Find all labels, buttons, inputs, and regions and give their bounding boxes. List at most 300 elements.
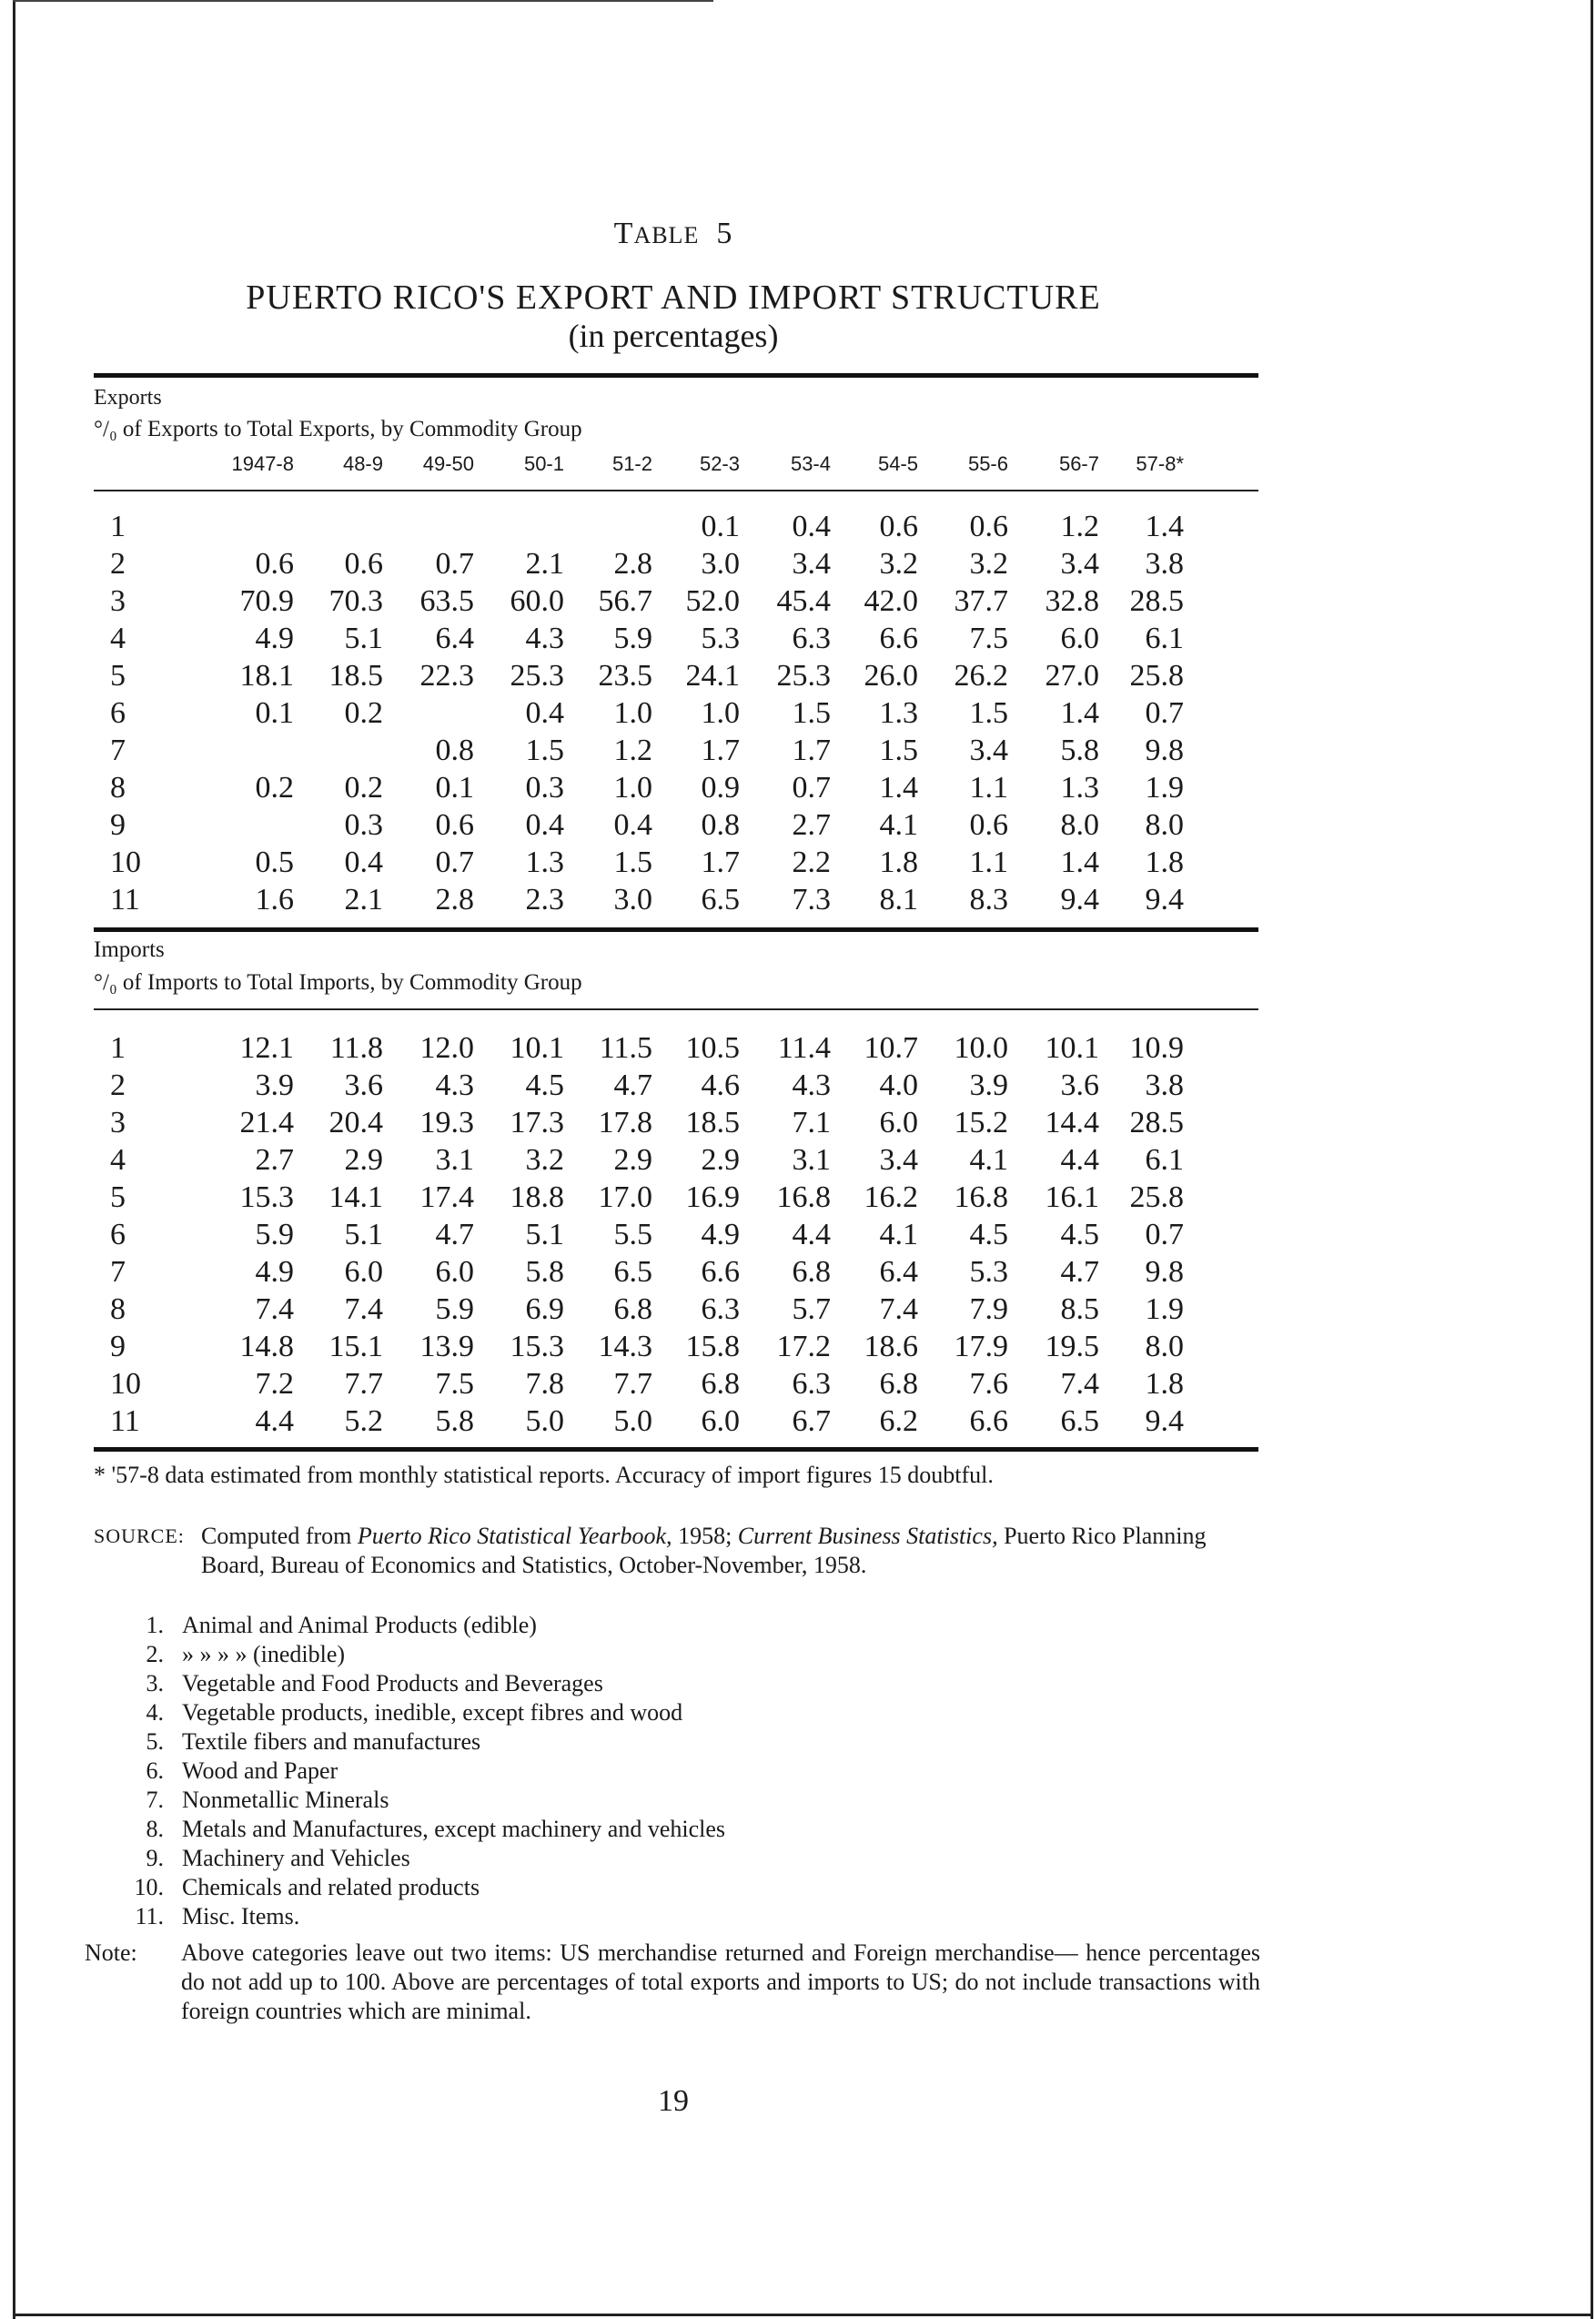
table-cell: 1.9 [1145,771,1184,805]
table-cell: 0.9 [701,771,740,805]
table-cell: 5.0 [525,1404,564,1438]
table-cell: 1.4 [1060,696,1099,730]
table-cell: 7.3 [792,883,831,916]
table-cell: 0.8 [701,808,740,842]
commodity-legend [118,1611,1256,1931]
source-label: SOURCE: [94,1524,185,1547]
legend-label: Metals and Manufactures, except machinery and vehicles [182,1816,726,1842]
table-cell: 6.0 [879,1106,918,1139]
table-cell: 25.3 [510,659,564,693]
legend-item [118,1727,1256,1757]
table-row [94,1143,1277,1180]
note-text: Above categories leave out two items: US merchandise returned and Foreign merchandise— hence percentages do not add up to 100. Above are percentages of total exports and imports to US; do not include transactions with foreign countries which are minimal. [181,1939,1260,2024]
table-cell: 6.2 [879,1404,918,1438]
table-cell: 0.2 [255,771,294,805]
table-cell: 10.0 [954,1031,1008,1065]
table-cell: 21.4 [239,1106,294,1139]
table-cell: 14.3 [598,1330,652,1363]
commodity-group-number: 2 [110,547,126,581]
table-cell: 0.1 [255,696,294,730]
table-cell: 1.1 [969,846,1008,879]
table-cell: 6.4 [879,1255,918,1289]
table-row [94,1292,1277,1329]
table-cell: 8.3 [969,883,1008,916]
table-row [94,1068,1277,1105]
table-cell: 16.8 [954,1180,1008,1214]
table-cell: 13.9 [419,1330,474,1363]
table-cell: 15.8 [685,1330,740,1363]
table-cell: 9.4 [1145,883,1184,916]
table-cell: 0.6 [879,510,918,543]
table-cell: 5.8 [435,1404,474,1438]
table-cell: 2.8 [435,883,474,916]
table-cell: 60.0 [510,584,564,618]
legend-label: Vegetable and Food Products and Beverages [182,1670,603,1696]
table-cell: 10.7 [864,1031,918,1065]
table-cell: 25.8 [1129,1180,1184,1214]
source-text: Computed from Puerto Rico Statistical Yearbook, 1958; Current Business Statistics, Puerto Rico Planning Board, Bureau of Economics and Statistics, October-November, 1958. [201,1523,1207,1578]
table-cell: 3.8 [1145,1068,1184,1102]
table-cell: 0.6 [255,547,294,581]
table-cell: 1.7 [701,734,740,767]
table-cell: 16.1 [1045,1180,1099,1214]
table-cell: 0.4 [525,696,564,730]
table-cell: 5.1 [344,622,383,655]
table-cell: 3.9 [969,1068,1008,1102]
table-cell: 1.2 [613,734,652,767]
table-cell: 4.4 [255,1404,294,1438]
table-cell: 0.1 [435,771,474,805]
table-cell: 3.4 [969,734,1008,767]
table-cell: 6.1 [1145,1143,1184,1177]
note-label: Note: [85,1939,137,1966]
table-cell: 2.9 [613,1143,652,1177]
table-cell: 17.8 [598,1106,652,1139]
table-cell: 10.9 [1129,1031,1184,1065]
table-cell: 6.8 [792,1255,831,1289]
legend-number: 2. [146,1641,164,1667]
table-cell: 1.7 [701,846,740,879]
table-cell: 28.5 [1129,1106,1184,1139]
table-label: TABLE 5 [613,217,733,250]
table-cell: 6.8 [613,1292,652,1326]
table-cell: 1.5 [792,696,831,730]
table-cell: 4.5 [1060,1218,1099,1251]
page-border-left [13,0,15,2319]
table-cell: 18.5 [685,1106,740,1139]
table-cell: 15.1 [328,1330,383,1363]
table-cell: 0.4 [792,510,831,543]
table-cell: 7.6 [969,1367,1008,1401]
legend-number: 10. [134,1874,164,1900]
table-cell: 5.8 [1060,734,1099,767]
table-cell: 5.1 [525,1218,564,1251]
table-cell: 0.4 [613,808,652,842]
table-cell: 4.5 [525,1068,564,1102]
column-header: 48-9 [342,452,383,475]
table-cell: 3.2 [525,1143,564,1177]
table-cell: 10.1 [510,1031,564,1065]
table-cell: 28.5 [1129,584,1184,618]
table-cell: 6.8 [879,1367,918,1401]
table-cell: 14.1 [328,1180,383,1214]
legend-label: Chemicals and related products [182,1874,480,1900]
table-cell: 16.2 [864,1180,918,1214]
table-cell: 4.1 [969,1143,1008,1177]
commodity-group-number: 10 [110,1367,141,1401]
commodity-group-number: 1 [110,510,126,543]
page-border-right [1591,0,1593,2319]
table-cell: 2.7 [792,808,831,842]
table-cell: 1.7 [792,734,831,767]
table-cell: 5.5 [613,1218,652,1251]
legend-number: 4. [146,1699,164,1726]
table-cell: 15.3 [510,1330,564,1363]
table-cell: 3.9 [255,1068,294,1102]
table-cell: 6.3 [792,622,831,655]
table-cell: 1.8 [1145,846,1184,879]
table-cell: 0.6 [344,547,383,581]
table-cell: 70.3 [328,584,383,618]
table-cell: 4.3 [792,1068,831,1102]
legend-item [118,1786,1256,1815]
page-title: PUERTO RICO'S EXPORT AND IMPORT STRUCTURE [246,278,1101,317]
table-cell: 6.8 [701,1367,740,1401]
table-cell: 0.5 [255,846,294,879]
table-cell: 5.9 [255,1218,294,1251]
table-cell: 0.4 [344,846,383,879]
column-headers [94,452,1277,481]
table-cell: 2.9 [344,1143,383,1177]
table-cell: 6.9 [525,1292,564,1326]
table-cell: 17.4 [419,1180,474,1214]
commodity-group-number: 1 [110,1031,126,1065]
table-cell: 1.5 [879,734,918,767]
table-cell: 7.9 [969,1292,1008,1326]
table-cell: 3.2 [879,547,918,581]
table-cell: 4.4 [1060,1143,1099,1177]
table-cell: 18.5 [328,659,383,693]
table-cell: 2.1 [344,883,383,916]
table-cell: 1.5 [969,696,1008,730]
exports-end-rule [94,927,1258,932]
table-row [94,1255,1277,1291]
table-cell: 24.1 [685,659,740,693]
table-cell: 18.1 [239,659,294,693]
table-cell: 2.7 [255,1143,294,1177]
table-cell: 3.0 [613,883,652,916]
commodity-group-number: 8 [110,771,126,805]
table-cell: 3.1 [792,1143,831,1177]
column-header: 52-3 [699,452,740,475]
table-cell: 7.1 [792,1106,831,1139]
legend-item [118,1669,1256,1698]
table-cell: 12.0 [419,1031,474,1065]
table-cell: 6.0 [435,1255,474,1289]
legend-number: 11. [135,1903,164,1929]
table-cell: 17.3 [510,1106,564,1139]
legend-label: Textile fibers and manufactures [182,1728,481,1755]
table-cell: 26.0 [864,659,918,693]
table-row [94,622,1277,658]
page-border-bottom [13,2314,1593,2316]
table-cell: 18.8 [510,1180,564,1214]
legend-number: 5. [146,1728,164,1755]
table-cell: 2.9 [701,1143,740,1177]
table-cell: 4.0 [879,1068,918,1102]
table-cell: 23.5 [598,659,652,693]
table-cell: 1.4 [1145,510,1184,543]
table-row [94,1367,1277,1403]
table-cell: 10.5 [685,1031,740,1065]
table-cell: 7.4 [255,1292,294,1326]
commodity-group-number: 7 [110,1255,126,1289]
table-cell: 3.2 [969,547,1008,581]
commodity-group-number: 9 [110,1330,126,1363]
table-cell: 14.4 [1045,1106,1099,1139]
legend-label: » » » » (inedible) [182,1641,346,1667]
table-cell: 1.0 [701,696,740,730]
table-cell: 17.9 [954,1330,1008,1363]
table-cell: 5.1 [344,1218,383,1251]
table-cell: 3.6 [344,1068,383,1102]
table-cell: 14.8 [239,1330,294,1363]
table-cell: 37.7 [954,584,1008,618]
table-cell: 19.5 [1045,1330,1099,1363]
legend-label: Animal and Animal Products (edible) [182,1612,537,1638]
table-cell: 11.4 [777,1031,831,1065]
table-row [94,1180,1277,1217]
table-cell: 4.7 [613,1068,652,1102]
table-cell: 22.3 [419,659,474,693]
legend-label: Wood and Paper [182,1757,338,1784]
table-cell: 7.7 [344,1367,383,1401]
table-cell: 52.0 [685,584,740,618]
column-header: 49-50 [422,452,474,475]
legend-label: Vegetable products, inedible, except fibres and wood [182,1699,683,1726]
table-cell: 11.5 [599,1031,652,1065]
commodity-group-number: 6 [110,1218,126,1251]
table-cell: 17.2 [776,1330,831,1363]
table-cell: 3.4 [879,1143,918,1177]
table-cell: 7.4 [879,1292,918,1326]
table-cell: 7.8 [525,1367,564,1401]
column-header: 1947-8 [231,452,294,475]
table-cell: 9.8 [1145,1255,1184,1289]
column-header: 50-1 [523,452,564,475]
table-cell: 0.7 [1145,1218,1184,1251]
table-cell: 15.3 [239,1180,294,1214]
table-cell: 8.1 [879,883,918,916]
table-cell: 5.9 [613,622,652,655]
table-cell: 7.4 [1060,1367,1099,1401]
table-cell: 7.4 [344,1292,383,1326]
column-header: 54-5 [877,452,918,475]
table-cell: 6.5 [613,1255,652,1289]
table-cell: 4.9 [701,1218,740,1251]
table-cell: 2.2 [792,846,831,879]
table-cell: 0.4 [525,808,564,842]
commodity-group-number: 7 [110,734,126,767]
table-cell: 25.3 [776,659,831,693]
table-row [94,1106,1277,1142]
table-cell: 7.7 [613,1367,652,1401]
table-cell: 12.1 [239,1031,294,1065]
table-cell: 1.0 [613,696,652,730]
table-row [94,771,1277,807]
legend-number: 8. [146,1816,164,1842]
legend-number: 1. [146,1612,164,1638]
table-cell: 6.5 [701,883,740,916]
table-cell: 17.0 [598,1180,652,1214]
table-cell: 9.4 [1145,1404,1184,1438]
commodity-group-number: 6 [110,696,126,730]
table-row [94,547,1277,583]
legend-item [118,1698,1256,1727]
table-cell: 6.7 [792,1404,831,1438]
table-cell: 4.9 [255,622,294,655]
table-cell: 4.7 [1060,1255,1099,1289]
page-number: 19 [658,2084,689,2118]
commodity-group-number: 2 [110,1068,126,1102]
legend-item [118,1873,1256,1902]
table-row [94,1218,1277,1254]
table-cell: 3.1 [435,1143,474,1177]
table-cell: 32.8 [1045,584,1099,618]
table-cell: 0.6 [969,510,1008,543]
table-cell: 0.6 [969,808,1008,842]
table-cell: 6.6 [969,1404,1008,1438]
table-cell: 1.0 [613,771,652,805]
table-cell: 4.3 [525,622,564,655]
imports-section-label: Imports [94,937,165,962]
table-cell: 0.1 [701,510,740,543]
table-cell: 8.5 [1060,1292,1099,1326]
commodity-group-number: 5 [110,1180,126,1214]
commodity-group-number: 8 [110,1292,126,1326]
table-cell: 1.5 [525,734,564,767]
table-cell: 19.3 [419,1106,474,1139]
table-cell: 5.8 [525,1255,564,1289]
table-cell: 4.4 [792,1218,831,1251]
page-border-top [13,0,713,2]
table-cell: 4.5 [969,1218,1008,1251]
table-cell: 1.5 [613,846,652,879]
table-cell: 0.7 [1145,696,1184,730]
table-cell: 8.0 [1145,808,1184,842]
table-cell: 20.4 [328,1106,383,1139]
legend-label: Nonmetallic Minerals [182,1787,389,1813]
column-header: 56-7 [1058,452,1099,475]
header-rule [94,490,1258,491]
table-cell: 16.8 [776,1180,831,1214]
table-cell: 8.0 [1145,1330,1184,1363]
table-cell: 1.8 [879,846,918,879]
table-cell: 45.4 [776,584,831,618]
table-row [94,1330,1277,1366]
commodity-group-number: 10 [110,846,141,879]
column-header: 51-2 [611,452,652,475]
column-header: 57-8* [1136,452,1184,475]
legend-item [118,1815,1256,1844]
table-row [94,808,1277,845]
imports-section-description: °/₀ of Imports to Total Imports, by Commodity Group [94,970,582,995]
table-cell: 15.2 [954,1106,1008,1139]
legend-number: 7. [146,1787,164,1813]
table-cell: 1.6 [255,883,294,916]
table-cell: 27.0 [1045,659,1099,693]
table-cell: 9.4 [1060,883,1099,916]
page-subtitle: (in percentages) [568,318,779,354]
table-cell: 0.6 [435,808,474,842]
table-cell: 6.0 [701,1404,740,1438]
legend-item [118,1902,1256,1931]
commodity-group-number: 3 [110,584,126,618]
column-header: 53-4 [790,452,831,475]
commodity-group-number: 9 [110,808,126,842]
table-cell: 10.1 [1045,1031,1099,1065]
table-row [94,846,1277,882]
table-cell: 56.7 [598,584,652,618]
table-cell: 1.1 [969,771,1008,805]
legend-number: 6. [146,1757,164,1784]
imports-header-rule [94,1008,1258,1010]
table-cell: 11.8 [329,1031,383,1065]
legend-item [118,1844,1256,1873]
legend-item [118,1757,1256,1786]
table-cell: 7.5 [969,622,1008,655]
table-cell: 6.3 [701,1292,740,1326]
table-cell: 5.2 [344,1404,383,1438]
table-cell: 0.8 [435,734,474,767]
table-cell: 5.3 [701,622,740,655]
table-cell: 6.6 [879,622,918,655]
table-cell: 7.5 [435,1367,474,1401]
table-cell: 2.3 [525,883,564,916]
table-cell: 5.0 [613,1404,652,1438]
table-cell: 1.3 [879,696,918,730]
exports-section-label: Exports [94,386,162,410]
table-cell: 0.3 [344,808,383,842]
table-cell: 1.4 [1060,846,1099,879]
table-cell: 6.3 [792,1367,831,1401]
table-cell: 4.1 [879,808,918,842]
table-cell: 25.8 [1129,659,1184,693]
legend-number: 3. [146,1670,164,1696]
table-cell: 2.8 [613,547,652,581]
table-cell: 4.6 [701,1068,740,1102]
table-cell: 6.0 [344,1255,383,1289]
legend-item [118,1611,1256,1640]
table-row [94,696,1277,733]
table-cell: 1.9 [1145,1292,1184,1326]
table-cell: 3.6 [1060,1068,1099,1102]
table-cell: 6.0 [1060,622,1099,655]
table-cell: 4.3 [435,1068,474,1102]
table-row [94,883,1277,919]
table-row [94,584,1277,621]
footnote-star: * '57-8 data estimated from monthly statistical reports. Accuracy of import figures 15 doubtful. [94,1462,994,1488]
exports-section-description: °/₀ of Exports to Total Exports, by Commodity Group [94,417,582,441]
table-cell: 4.7 [435,1218,474,1251]
column-header: 55-6 [967,452,1008,475]
table-cell: 42.0 [864,584,918,618]
table-cell: 5.7 [792,1292,831,1326]
table-cell: 1.3 [1060,771,1099,805]
table-cell: 4.9 [255,1255,294,1289]
table-cell: 6.6 [701,1255,740,1289]
table-cell: 18.6 [864,1330,918,1363]
